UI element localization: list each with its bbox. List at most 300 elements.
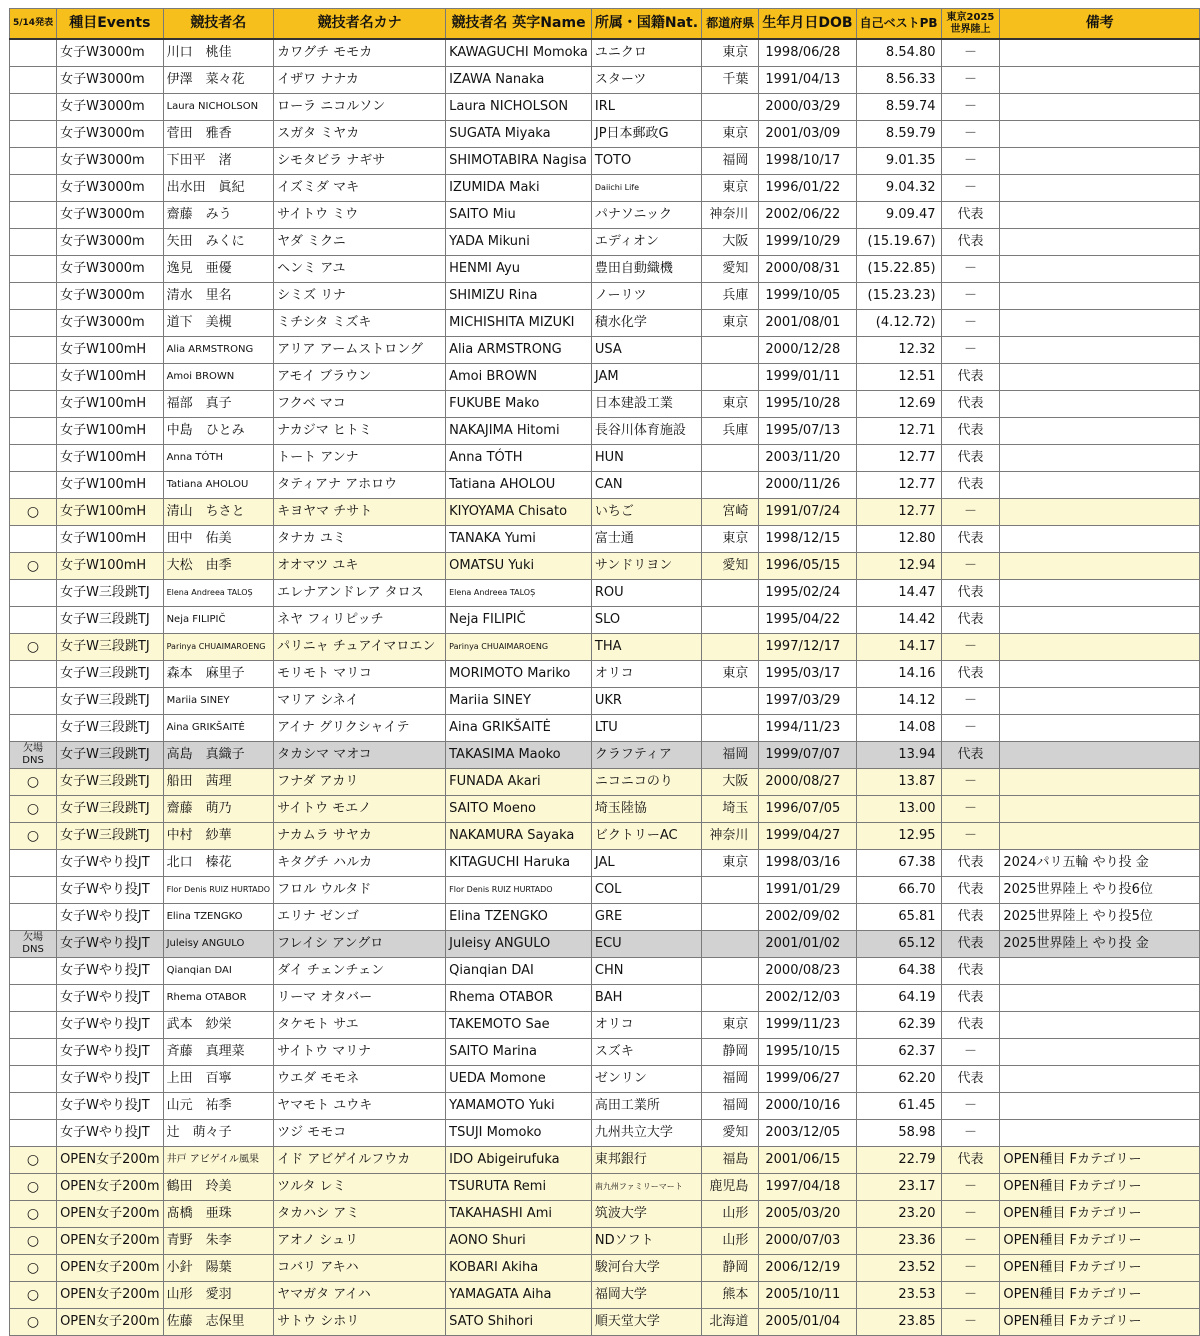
table-row bbox=[10, 553, 1200, 580]
cell-dob: 2000/08/31 bbox=[759, 256, 856, 283]
cell-worlds: 代表 bbox=[941, 445, 1000, 472]
cell-affiliation: 順天堂大学 bbox=[591, 1309, 701, 1336]
cell-mark bbox=[10, 526, 57, 553]
cell-english: SUGATA Miyaka bbox=[446, 121, 592, 148]
table-row bbox=[10, 985, 1200, 1012]
cell-pb: 64.38 bbox=[856, 958, 941, 985]
cell-remarks: OPEN種目 Fカテゴリー bbox=[1000, 1228, 1200, 1255]
cell-remarks: OPEN種目 Fカテゴリー bbox=[1000, 1174, 1200, 1201]
cell-mark: ○ bbox=[10, 1201, 57, 1228]
cell-remarks bbox=[1000, 337, 1200, 364]
cell-dob: 2000/03/29 bbox=[759, 94, 856, 121]
cell-worlds: 代表 bbox=[941, 985, 1000, 1012]
cell-mark bbox=[10, 931, 57, 958]
cell-english: Aina GRIKŠAITĖ bbox=[446, 715, 592, 742]
cell-name: Rhema OTABOR bbox=[163, 985, 273, 1012]
cell-name: 出水田 眞紀 bbox=[163, 175, 273, 202]
cell-name: 伊澤 菜々花 bbox=[163, 67, 273, 94]
cell-event: 女子W100mH bbox=[57, 418, 164, 445]
cell-remarks bbox=[1000, 148, 1200, 175]
cell-remarks bbox=[1000, 121, 1200, 148]
cell-name: Elena Andreea TALOȘ bbox=[163, 580, 273, 607]
cell-english: KIYOYAMA Chisato bbox=[446, 499, 592, 526]
cell-kana: イズミダ マキ bbox=[274, 175, 446, 202]
cell-kana: エレナアンドレア タロス bbox=[274, 580, 446, 607]
table-row bbox=[10, 445, 1200, 472]
cell-affiliation: 豊田自動織機 bbox=[591, 256, 701, 283]
table-row bbox=[10, 796, 1200, 823]
cell-kana: タカシマ マオコ bbox=[274, 742, 446, 769]
cell-mark bbox=[10, 121, 57, 148]
cell-prefecture: 愛知 bbox=[702, 1120, 759, 1147]
cell-worlds: 代表 bbox=[941, 877, 1000, 904]
table-row bbox=[10, 823, 1200, 850]
cell-dob: 1995/03/17 bbox=[759, 661, 856, 688]
cell-mark bbox=[10, 472, 57, 499]
cell-name: 川口 桃佳 bbox=[163, 39, 273, 67]
cell-kana: フレイシ アングロ bbox=[274, 931, 446, 958]
cell-english: TAKAHASHI Ami bbox=[446, 1201, 592, 1228]
table-row bbox=[10, 175, 1200, 202]
cell-name: 矢田 みくに bbox=[163, 229, 273, 256]
cell-mark: ○ bbox=[10, 1174, 57, 1201]
cell-worlds: 代表 bbox=[941, 1147, 1000, 1174]
cell-pb: 9.09.47 bbox=[856, 202, 941, 229]
cell-english: YADA Mikuni bbox=[446, 229, 592, 256]
table-row bbox=[10, 1174, 1200, 1201]
cell-affiliation: THA bbox=[591, 634, 701, 661]
cell-affiliation: 長谷川体育施設 bbox=[591, 418, 701, 445]
cell-kana: アイナ グリクシャイテ bbox=[274, 715, 446, 742]
cell-prefecture bbox=[702, 904, 759, 931]
cell-pb: 8.59.74 bbox=[856, 94, 941, 121]
cell-worlds: － bbox=[941, 148, 1000, 175]
cell-prefecture: 神奈川 bbox=[702, 202, 759, 229]
cell-kana: モリモト マリコ bbox=[274, 661, 446, 688]
cell-kana: タナカ ユミ bbox=[274, 526, 446, 553]
cell-prefecture bbox=[702, 364, 759, 391]
cell-english: Elena Andreea TALOȘ bbox=[446, 580, 592, 607]
cell-name: 福部 真子 bbox=[163, 391, 273, 418]
cell-affiliation: 日本建設工業 bbox=[591, 391, 701, 418]
cell-prefecture: 福岡 bbox=[702, 148, 759, 175]
cell-pb: 14.12 bbox=[856, 688, 941, 715]
cell-prefecture bbox=[702, 688, 759, 715]
cell-name: 青野 朱李 bbox=[163, 1228, 273, 1255]
cell-kana: ツジ モモコ bbox=[274, 1120, 446, 1147]
cell-pb: 12.80 bbox=[856, 526, 941, 553]
table-row bbox=[10, 1012, 1200, 1039]
cell-worlds: 代表 bbox=[941, 1066, 1000, 1093]
cell-event: 女子W100mH bbox=[57, 364, 164, 391]
cell-dob: 1995/07/13 bbox=[759, 418, 856, 445]
cell-affiliation: 駿河台大学 bbox=[591, 1255, 701, 1282]
cell-mark: ○ bbox=[10, 1228, 57, 1255]
cell-kana: ヤマモト ユウキ bbox=[274, 1093, 446, 1120]
cell-pb: 12.71 bbox=[856, 418, 941, 445]
cell-english: TAKEMOTO Sae bbox=[446, 1012, 592, 1039]
cell-pb: 12.95 bbox=[856, 823, 941, 850]
cell-name: 中村 紗華 bbox=[163, 823, 273, 850]
cell-remarks: OPEN種目 Fカテゴリー bbox=[1000, 1201, 1200, 1228]
cell-event: 女子W3000m bbox=[57, 39, 164, 67]
cell-event: 女子W3000m bbox=[57, 94, 164, 121]
cell-remarks bbox=[1000, 1093, 1200, 1120]
cell-remarks bbox=[1000, 715, 1200, 742]
cell-pb: 12.77 bbox=[856, 472, 941, 499]
table-row bbox=[10, 742, 1200, 769]
cell-affiliation: オリコ bbox=[591, 1012, 701, 1039]
cell-event: 女子W三段跳TJ bbox=[57, 634, 164, 661]
table-row bbox=[10, 1201, 1200, 1228]
cell-english: TANAKA Yumi bbox=[446, 526, 592, 553]
cell-kana: スガタ ミヤカ bbox=[274, 121, 446, 148]
cell-pb: 12.69 bbox=[856, 391, 941, 418]
cell-english: SHIMOTABIRA Nagisa bbox=[446, 148, 592, 175]
cell-affiliation: 福岡大学 bbox=[591, 1282, 701, 1309]
cell-kana: コバリ アキハ bbox=[274, 1255, 446, 1282]
cell-english: KITAGUCHI Haruka bbox=[446, 850, 592, 877]
cell-kana: トート アンナ bbox=[274, 445, 446, 472]
cell-worlds: － bbox=[941, 769, 1000, 796]
cell-affiliation: 筑波大学 bbox=[591, 1201, 701, 1228]
cell-event: 女子W三段跳TJ bbox=[57, 580, 164, 607]
cell-mark bbox=[10, 607, 57, 634]
cell-remarks bbox=[1000, 283, 1200, 310]
cell-affiliation: HUN bbox=[591, 445, 701, 472]
cell-event: 女子W3000m bbox=[57, 283, 164, 310]
cell-prefecture: 宮崎 bbox=[702, 499, 759, 526]
cell-name: 井戸 アビゲイル風果 bbox=[163, 1147, 273, 1174]
cell-worlds: 代表 bbox=[941, 607, 1000, 634]
cell-affiliation: 富士通 bbox=[591, 526, 701, 553]
cell-english: UEDA Momone bbox=[446, 1066, 592, 1093]
cell-kana: ローラ ニコルソン bbox=[274, 94, 446, 121]
cell-prefecture: 東京 bbox=[702, 391, 759, 418]
cell-kana: ミチシタ ミズキ bbox=[274, 310, 446, 337]
cell-event: 女子W三段跳TJ bbox=[57, 607, 164, 634]
cell-english: Elina TZENGKO bbox=[446, 904, 592, 931]
cell-dob: 1997/12/17 bbox=[759, 634, 856, 661]
cell-name: 清山 ちさと bbox=[163, 499, 273, 526]
cell-kana: サトウ シホリ bbox=[274, 1309, 446, 1336]
cell-english: IZAWA Nanaka bbox=[446, 67, 592, 94]
cell-event: 女子W100mH bbox=[57, 553, 164, 580]
cell-worlds: 代表 bbox=[941, 904, 1000, 931]
cell-kana: パリニャ チュアイマロエン bbox=[274, 634, 446, 661]
cell-dob: 1996/05/15 bbox=[759, 553, 856, 580]
cell-dob: 2003/11/20 bbox=[759, 445, 856, 472]
cell-affiliation: ノーリツ bbox=[591, 283, 701, 310]
cell-kana: ヤマガタ アイハ bbox=[274, 1282, 446, 1309]
cell-name: Qianqian DAI bbox=[163, 958, 273, 985]
cell-name: Neja FILIPIČ bbox=[163, 607, 273, 634]
cell-worlds: － bbox=[941, 688, 1000, 715]
cell-kana: サイトウ ミウ bbox=[274, 202, 446, 229]
cell-worlds: － bbox=[941, 1282, 1000, 1309]
header-worlds-line2: 世界陸上 bbox=[950, 23, 991, 35]
cell-english: NAKAJIMA Hitomi bbox=[446, 418, 592, 445]
cell-worlds: － bbox=[941, 283, 1000, 310]
cell-mark: ○ bbox=[10, 1309, 57, 1336]
cell-dob: 2002/12/03 bbox=[759, 985, 856, 1012]
cell-prefecture: 鹿児島 bbox=[702, 1174, 759, 1201]
table-row bbox=[10, 364, 1200, 391]
cell-prefecture: 東京 bbox=[702, 175, 759, 202]
cell-name: Tatiana AHOLOU bbox=[163, 472, 273, 499]
cell-worlds: － bbox=[941, 1093, 1000, 1120]
cell-remarks bbox=[1000, 823, 1200, 850]
header-remarks: 備考 bbox=[1000, 9, 1200, 40]
cell-remarks bbox=[1000, 661, 1200, 688]
cell-mark: ○ bbox=[10, 823, 57, 850]
cell-affiliation: Daiichi Life bbox=[591, 175, 701, 202]
cell-name: Parinya CHUAIMAROENG bbox=[163, 634, 273, 661]
table-row bbox=[10, 1309, 1200, 1336]
cell-name: 北口 榛花 bbox=[163, 850, 273, 877]
table-row bbox=[10, 850, 1200, 877]
cell-worlds: － bbox=[941, 175, 1000, 202]
cell-mark bbox=[10, 94, 57, 121]
cell-affiliation: BAH bbox=[591, 985, 701, 1012]
cell-english: TSUJI Momoko bbox=[446, 1120, 592, 1147]
cell-mark bbox=[10, 445, 57, 472]
cell-prefecture: 熊本 bbox=[702, 1282, 759, 1309]
cell-english: TAKASIMA Maoko bbox=[446, 742, 592, 769]
cell-worlds: － bbox=[941, 39, 1000, 67]
cell-affiliation: 埼玉陸協 bbox=[591, 796, 701, 823]
cell-mark: ○ bbox=[10, 1255, 57, 1282]
cell-name: 田中 佑美 bbox=[163, 526, 273, 553]
cell-mark: ○ bbox=[10, 796, 57, 823]
cell-prefecture bbox=[702, 715, 759, 742]
cell-name: 中島 ひとみ bbox=[163, 418, 273, 445]
cell-worlds: － bbox=[941, 715, 1000, 742]
cell-affiliation: スターツ bbox=[591, 67, 701, 94]
cell-event: 女子W三段跳TJ bbox=[57, 661, 164, 688]
cell-affiliation: CAN bbox=[591, 472, 701, 499]
cell-dob: 2001/08/01 bbox=[759, 310, 856, 337]
cell-prefecture bbox=[702, 607, 759, 634]
table-row bbox=[10, 688, 1200, 715]
cell-dob: 2000/08/27 bbox=[759, 769, 856, 796]
cell-event: 女子W3000m bbox=[57, 67, 164, 94]
cell-name: 辻 萌々子 bbox=[163, 1120, 273, 1147]
cell-worlds: － bbox=[941, 553, 1000, 580]
table-row bbox=[10, 607, 1200, 634]
cell-affiliation: NDソフト bbox=[591, 1228, 701, 1255]
cell-remarks bbox=[1000, 229, 1200, 256]
cell-prefecture: 山形 bbox=[702, 1201, 759, 1228]
cell-event: OPEN女子200m bbox=[57, 1282, 164, 1309]
cell-worlds: 代表 bbox=[941, 472, 1000, 499]
table-row bbox=[10, 418, 1200, 445]
cell-affiliation: サンドリヨン bbox=[591, 553, 701, 580]
cell-worlds: － bbox=[941, 310, 1000, 337]
cell-english: Anna TÓTH bbox=[446, 445, 592, 472]
cell-kana: カワグチ モモカ bbox=[274, 39, 446, 67]
table-row bbox=[10, 904, 1200, 931]
cell-mark bbox=[10, 229, 57, 256]
cell-mark bbox=[10, 904, 57, 931]
cell-event: 女子Wやり投JT bbox=[57, 1093, 164, 1120]
cell-name: 佐藤 志保里 bbox=[163, 1309, 273, 1336]
cell-prefecture: 兵庫 bbox=[702, 418, 759, 445]
cell-dob: 2000/08/23 bbox=[759, 958, 856, 985]
cell-worlds: － bbox=[941, 499, 1000, 526]
cell-pb: 67.38 bbox=[856, 850, 941, 877]
cell-affiliation: JAM bbox=[591, 364, 701, 391]
cell-english: SAITO Moeno bbox=[446, 796, 592, 823]
cell-event: 女子W100mH bbox=[57, 472, 164, 499]
cell-pb: 14.08 bbox=[856, 715, 941, 742]
cell-prefecture bbox=[702, 634, 759, 661]
cell-name: 逸見 亜優 bbox=[163, 256, 273, 283]
cell-dob: 1995/04/22 bbox=[759, 607, 856, 634]
cell-pb: 62.37 bbox=[856, 1039, 941, 1066]
cell-event: 女子Wやり投JT bbox=[57, 904, 164, 931]
cell-name: 小針 陽葉 bbox=[163, 1255, 273, 1282]
cell-english: FUKUBE Mako bbox=[446, 391, 592, 418]
header-pb: 自己ベストPB bbox=[856, 9, 941, 40]
cell-mark bbox=[10, 958, 57, 985]
cell-mark bbox=[10, 1012, 57, 1039]
header-date-note: 5/14発表 bbox=[10, 9, 57, 40]
cell-event: OPEN女子200m bbox=[57, 1228, 164, 1255]
cell-kana: ヘンミ アユ bbox=[274, 256, 446, 283]
header-dob: 生年月日DOB bbox=[759, 9, 856, 40]
cell-prefecture bbox=[702, 445, 759, 472]
cell-affiliation: UKR bbox=[591, 688, 701, 715]
cell-prefecture bbox=[702, 985, 759, 1012]
table-row bbox=[10, 256, 1200, 283]
cell-remarks bbox=[1000, 607, 1200, 634]
cell-prefecture: 福岡 bbox=[702, 1093, 759, 1120]
cell-remarks bbox=[1000, 742, 1200, 769]
cell-worlds: － bbox=[941, 1174, 1000, 1201]
cell-affiliation: ユニクロ bbox=[591, 39, 701, 67]
cell-name: 山元 祐季 bbox=[163, 1093, 273, 1120]
cell-event: 女子W3000m bbox=[57, 121, 164, 148]
cell-prefecture bbox=[702, 580, 759, 607]
cell-remarks bbox=[1000, 364, 1200, 391]
cell-prefecture: 神奈川 bbox=[702, 823, 759, 850]
cell-pb: 12.94 bbox=[856, 553, 941, 580]
header-row bbox=[10, 9, 1200, 40]
cell-pb: 58.98 bbox=[856, 1120, 941, 1147]
cell-remarks: 2025世界陸上 やり投5位 bbox=[1000, 904, 1200, 931]
cell-english: Tatiana AHOLOU bbox=[446, 472, 592, 499]
cell-pb: 65.81 bbox=[856, 904, 941, 931]
cell-dob: 2000/10/16 bbox=[759, 1093, 856, 1120]
cell-event: 女子Wやり投JT bbox=[57, 1066, 164, 1093]
cell-mark: ○ bbox=[10, 1282, 57, 1309]
cell-event: 女子W三段跳TJ bbox=[57, 742, 164, 769]
cell-prefecture: 東京 bbox=[702, 310, 759, 337]
cell-worlds: － bbox=[941, 1201, 1000, 1228]
cell-pb: 14.42 bbox=[856, 607, 941, 634]
cell-remarks bbox=[1000, 391, 1200, 418]
table-row bbox=[10, 121, 1200, 148]
cell-pb: 14.16 bbox=[856, 661, 941, 688]
cell-mark bbox=[10, 67, 57, 94]
table-row bbox=[10, 337, 1200, 364]
dns-label: 欠場 bbox=[23, 932, 44, 943]
cell-name: 上田 百寧 bbox=[163, 1066, 273, 1093]
table-row bbox=[10, 1255, 1200, 1282]
cell-remarks bbox=[1000, 796, 1200, 823]
cell-remarks bbox=[1000, 958, 1200, 985]
cell-remarks: OPEN種目 Fカテゴリー bbox=[1000, 1282, 1200, 1309]
cell-prefecture: 東京 bbox=[702, 850, 759, 877]
cell-english: Alia ARMSTRONG bbox=[446, 337, 592, 364]
cell-mark: ○ bbox=[10, 769, 57, 796]
cell-remarks: OPEN種目 Fカテゴリー bbox=[1000, 1309, 1200, 1336]
cell-mark bbox=[10, 364, 57, 391]
cell-pb: (4.12.72) bbox=[856, 310, 941, 337]
cell-name: 齋藤 萌乃 bbox=[163, 796, 273, 823]
cell-english: Amoi BROWN bbox=[446, 364, 592, 391]
cell-dob: 2003/12/05 bbox=[759, 1120, 856, 1147]
cell-dob: 2005/10/11 bbox=[759, 1282, 856, 1309]
cell-mark bbox=[10, 688, 57, 715]
cell-dob: 1991/01/29 bbox=[759, 877, 856, 904]
cell-dob: 2001/01/02 bbox=[759, 931, 856, 958]
cell-mark bbox=[10, 283, 57, 310]
cell-dob: 1998/12/15 bbox=[759, 526, 856, 553]
cell-prefecture bbox=[702, 958, 759, 985]
cell-english: Laura NICHOLSON bbox=[446, 94, 592, 121]
cell-dob: 1995/10/15 bbox=[759, 1039, 856, 1066]
cell-dob: 1996/07/05 bbox=[759, 796, 856, 823]
cell-affiliation: TOTO bbox=[591, 148, 701, 175]
cell-affiliation: GRE bbox=[591, 904, 701, 931]
cell-name: 森本 麻里子 bbox=[163, 661, 273, 688]
table-row bbox=[10, 1093, 1200, 1120]
cell-pb: 61.45 bbox=[856, 1093, 941, 1120]
cell-pb: 22.79 bbox=[856, 1147, 941, 1174]
cell-dob: 1995/02/24 bbox=[759, 580, 856, 607]
cell-event: 女子Wやり投JT bbox=[57, 958, 164, 985]
table-row bbox=[10, 283, 1200, 310]
cell-kana: ナカジマ ヒトミ bbox=[274, 418, 446, 445]
table-row bbox=[10, 661, 1200, 688]
cell-affiliation: 南九州ファミリーマート bbox=[591, 1174, 701, 1201]
cell-pb: 23.85 bbox=[856, 1309, 941, 1336]
cell-event: OPEN女子200m bbox=[57, 1147, 164, 1174]
cell-english: Mariia SINEY bbox=[446, 688, 592, 715]
table-row bbox=[10, 229, 1200, 256]
cell-name: 高島 真織子 bbox=[163, 742, 273, 769]
cell-prefecture: 兵庫 bbox=[702, 283, 759, 310]
cell-event: 女子W3000m bbox=[57, 175, 164, 202]
cell-english: IZUMIDA Maki bbox=[446, 175, 592, 202]
cell-event: 女子W三段跳TJ bbox=[57, 823, 164, 850]
cell-affiliation: 積水化学 bbox=[591, 310, 701, 337]
cell-mark bbox=[10, 148, 57, 175]
cell-pb: 12.51 bbox=[856, 364, 941, 391]
table-row bbox=[10, 499, 1200, 526]
cell-affiliation: IRL bbox=[591, 94, 701, 121]
cell-english: MORIMOTO Mariko bbox=[446, 661, 592, 688]
cell-prefecture: 山形 bbox=[702, 1228, 759, 1255]
cell-worlds: － bbox=[941, 1228, 1000, 1255]
cell-remarks: 2024パリ五輪 やり投 金 bbox=[1000, 850, 1200, 877]
cell-remarks: OPEN種目 Fカテゴリー bbox=[1000, 1255, 1200, 1282]
cell-affiliation: スズキ bbox=[591, 1039, 701, 1066]
cell-english: Neja FILIPIČ bbox=[446, 607, 592, 634]
cell-kana: イザワ ナナカ bbox=[274, 67, 446, 94]
